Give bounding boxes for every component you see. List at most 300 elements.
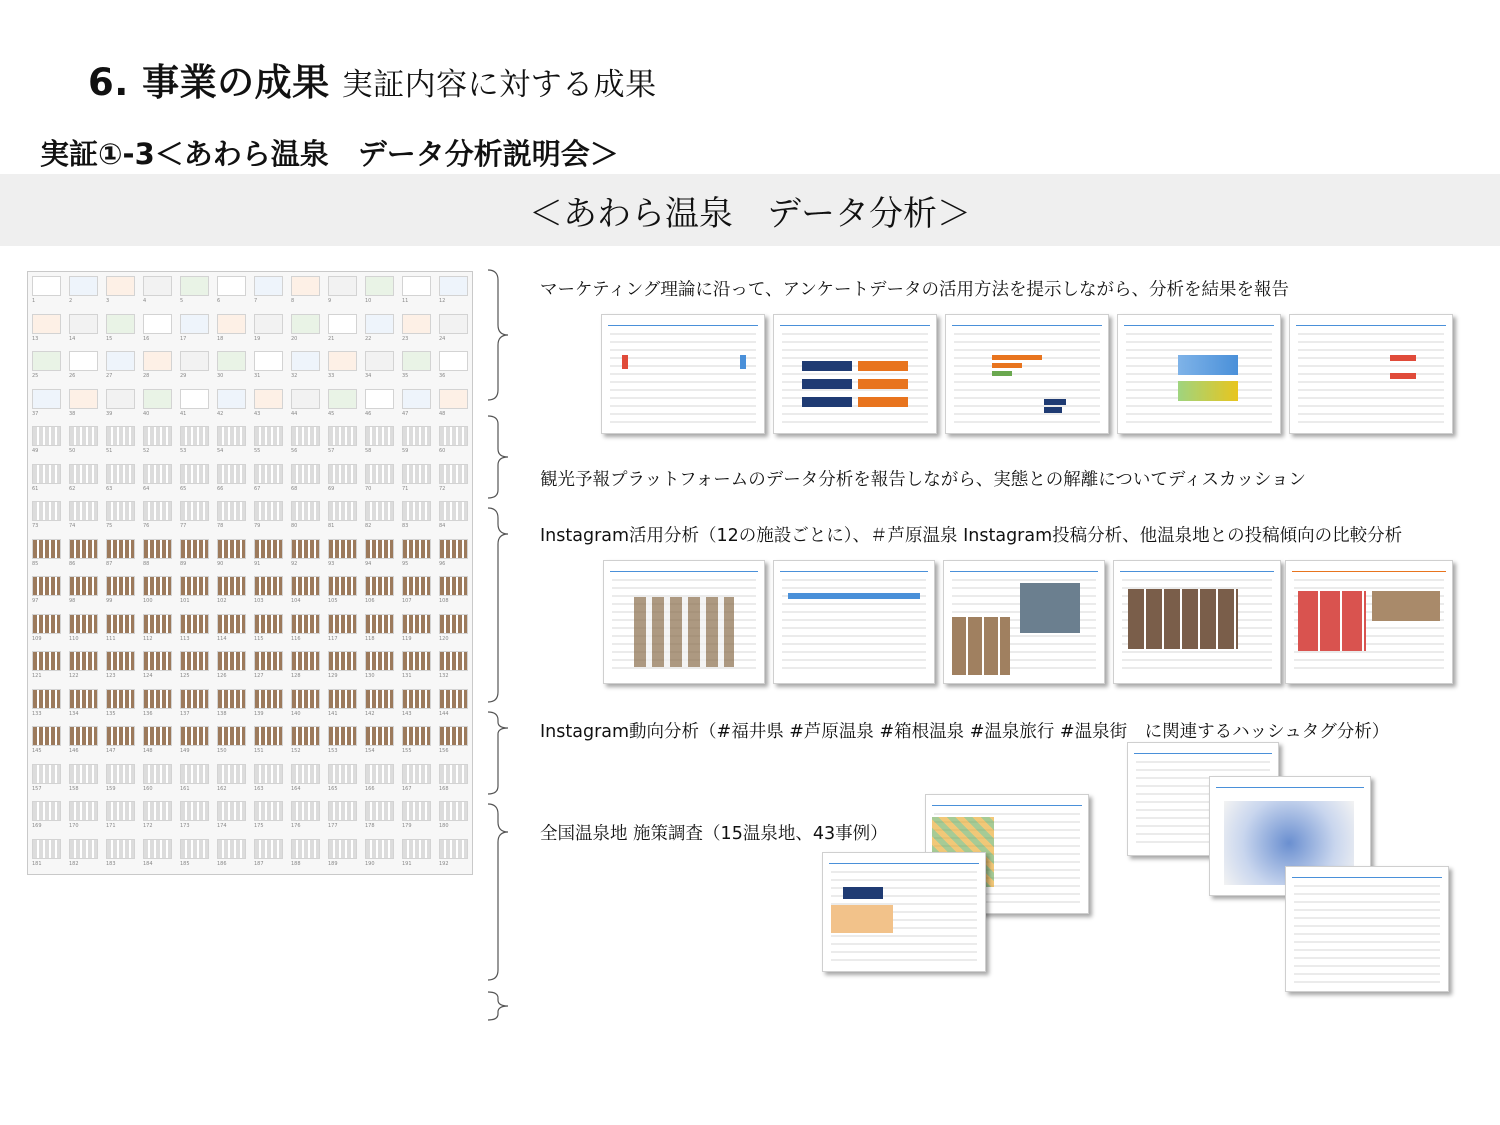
slide-thumbnail [402,539,431,559]
slide-thumbnail-number: 41 [180,410,187,417]
slide-thumbnail-number: 75 [106,523,113,529]
slide-thumbnail [180,464,209,484]
slide-thumbnail [365,689,394,709]
slide-thumbnail-number: 121 [32,673,42,679]
slide-thumbnail-number: 81 [328,523,335,529]
slide-thumbnail [69,276,98,296]
slide-thumbnail-number: 24 [439,335,446,342]
slide-thumbnail-number: 100 [143,598,153,604]
slide-thumbnail-number: 18 [217,335,224,342]
slide-thumbnail-number: 22 [365,335,372,342]
slide-thumbnail-number: 62 [69,485,76,492]
slide-thumbnail-number: 57 [328,448,335,454]
slide-thumbnail [254,801,283,821]
brace-5 [486,802,510,982]
slide-thumbnail-number: 19 [254,335,261,342]
slide-thumbnail-number: 102 [217,598,227,604]
slide-thumbnail-number: 130 [365,673,375,679]
slide-thumbnail [328,501,357,521]
caption-marketing: マーケティング理論に沿って、アンケートデータの活用方法を提示しながら、分析を結果を報告 [540,280,1289,300]
slide-thumbnail [143,501,172,521]
slide-thumbnail [180,614,209,634]
slide-thumbnail [180,314,209,334]
slide-thumbnail [365,576,394,596]
slide-thumbnail-number: 39 [106,410,113,417]
slide-thumbnail [180,651,209,671]
slide-thumbnail [291,764,320,784]
slide-thumbnail [217,276,246,296]
slide-thumbnail [291,651,320,671]
slide-preview-survey-1 [601,314,765,434]
slide-thumbnail [254,276,283,296]
slide-thumbnail [106,839,135,859]
slide-thumbnail [180,501,209,521]
slide-thumbnail [180,839,209,859]
slide-thumbnail-number: 152 [291,748,301,754]
slide-thumbnail [69,426,98,446]
slide-thumbnail-number: 127 [254,673,264,679]
slide-thumbnail [106,464,135,484]
slide-thumbnail [291,614,320,634]
slide-thumbnail-number: 143 [402,710,412,717]
slide-thumbnail [328,689,357,709]
slide-thumbnail [365,426,394,446]
slide-thumbnail [32,689,61,709]
slide-thumbnail [365,351,394,371]
slide-thumbnail-number: 71 [402,485,409,492]
slide-thumbnail [69,726,98,746]
slide-thumbnail-number: 180 [439,823,449,829]
slide-thumbnail-number: 1 [32,298,36,304]
slide-thumbnail-number: 155 [402,748,412,754]
brace-2 [486,414,510,500]
slide-thumbnail-number: 49 [32,448,39,454]
slide-thumbnail [254,576,283,596]
slide-thumbnail [32,801,61,821]
slide-thumbnail-number: 115 [254,635,264,642]
slide-thumbnail [439,726,468,746]
slide-thumbnail [328,614,357,634]
slide-thumbnail-number: 97 [32,598,39,604]
slide-preview-hashtag-3 [1285,866,1449,992]
slide-thumbnail [217,314,246,334]
slide-thumbnail-number: 10 [365,298,372,304]
slide-thumbnail-number: 60 [439,448,446,454]
slide-thumbnail-number: 42 [217,410,224,417]
slide-thumbnail [365,651,394,671]
slide-thumbnail-number: 181 [32,860,42,867]
slide-thumbnail [180,764,209,784]
slide-thumbnail [291,726,320,746]
slide-thumbnail-number: 122 [69,673,79,679]
slide-thumbnail [106,689,135,709]
slide-thumbnail-number: 29 [180,373,187,379]
slide-thumbnail-number: 140 [291,710,301,717]
slide-thumbnail-number: 69 [328,485,335,492]
slide-thumbnail [180,689,209,709]
slide-thumbnail-number: 85 [32,560,39,567]
slide-thumbnail-number: 83 [402,523,409,529]
slide-thumbnail [217,614,246,634]
slide-thumbnail-number: 142 [365,710,375,717]
section-subtitle: 実証①-3＜あわら温泉 データ分析説明会＞ [40,137,619,171]
slide-thumbnail-number: 120 [439,635,449,642]
slide-thumbnail-number: 184 [143,860,153,867]
slide-thumbnail-number: 170 [69,823,79,829]
slide-thumbnail [69,389,98,409]
brace-6 [486,990,510,1022]
slide-thumbnail-number: 46 [365,410,372,417]
slide-thumbnail-number: 175 [254,823,264,829]
slide-thumbnail-number: 173 [180,823,190,829]
slide-thumbnail-number: 183 [106,860,116,867]
brace-4 [486,710,510,796]
slide-thumbnail [32,539,61,559]
slide-thumbnail [69,314,98,334]
slide-thumbnail [439,651,468,671]
page-title [88,52,657,106]
slide-thumbnail [106,314,135,334]
slide-thumbnail-number: 157 [32,785,42,792]
slide-preview-survey-4 [1117,314,1281,434]
slide-thumbnail-number: 90 [217,560,224,567]
slide-thumbnail-number: 63 [106,485,113,492]
slide-preview-instagram-1 [603,560,765,684]
slide-thumbnail [254,651,283,671]
slide-thumbnail-number: 31 [254,373,261,379]
slide-thumbnail-number: 11 [402,298,409,304]
slide-thumbnail [106,276,135,296]
slide-thumbnail-number: 145 [32,748,42,754]
slide-thumbnail-number: 53 [180,448,187,454]
slide-thumbnail [32,614,61,634]
slide-thumbnail-number: 148 [143,748,153,754]
slide-thumbnail [439,539,468,559]
slide-thumbnail [402,576,431,596]
slide-thumbnail-number: 37 [32,410,39,417]
slide-thumbnail-number: 9 [328,298,332,304]
slide-thumbnail-number: 111 [106,635,116,642]
slide-thumbnail [32,501,61,521]
slide-thumbnail-number: 8 [291,298,295,304]
slide-thumbnail [69,651,98,671]
slide-thumbnail-number: 44 [291,410,298,417]
slide-thumbnail [402,464,431,484]
slide-thumbnail [254,389,283,409]
slide-thumbnail [402,501,431,521]
slide-thumbnail-number: 132 [439,673,449,679]
slide-thumbnail [217,539,246,559]
slide-thumbnail-number: 105 [328,598,338,604]
slide-thumbnail-number: 3 [106,298,110,304]
slide-thumbnail-number: 40 [143,410,150,417]
slide-thumbnail-number: 129 [328,673,338,679]
slide-thumbnail [439,426,468,446]
slide-thumbnail [328,351,357,371]
slide-thumbnail-number: 23 [402,335,409,342]
slide-thumbnail-number: 59 [402,448,409,454]
slide-thumbnail-number: 55 [254,448,261,454]
slide-thumbnail-number: 73 [32,523,39,529]
slide-thumbnail-number: 101 [180,598,190,604]
slide-thumbnail [402,314,431,334]
slide-thumbnail-number: 186 [217,860,227,867]
slide-thumbnail-number: 80 [291,523,298,529]
slide-thumbnail [402,276,431,296]
slide-thumbnail [143,651,172,671]
slide-thumbnail-number: 58 [365,448,372,454]
slide-thumbnail [291,801,320,821]
slide-thumbnail [180,801,209,821]
title-sub: 実証内容に対する成果 [341,67,657,103]
slide-thumbnail [217,726,246,746]
slide-thumbnail [69,614,98,634]
slide-preview-instagram-5 [1285,560,1453,684]
slide-thumbnail [328,839,357,859]
slide-thumbnail [291,314,320,334]
slide-thumbnail [402,651,431,671]
slide-thumbnail [439,801,468,821]
slide-thumbnail-number: 192 [439,860,449,867]
slide-thumbnail [180,351,209,371]
slide-thumbnail [439,501,468,521]
slide-thumbnail [69,351,98,371]
slide-thumbnail [143,351,172,371]
slide-thumbnail-number: 28 [143,373,150,379]
slide-thumbnail [254,314,283,334]
slide-thumbnail-number: 182 [69,860,79,867]
slide-thumbnail [254,689,283,709]
slide-thumbnail-number: 15 [106,335,113,342]
slide-thumbnail-number: 21 [328,335,335,342]
slide-thumbnail-number: 78 [217,523,224,529]
slide-thumbnail-number: 74 [69,523,76,529]
slide-thumbnail-number: 6 [217,298,221,304]
slide-thumbnail-number: 158 [69,785,79,792]
slide-thumbnail [439,351,468,371]
slide-thumbnail [402,389,431,409]
slide-thumbnail-number: 82 [365,523,372,529]
slide-thumbnail [365,464,394,484]
slide-thumbnail [69,764,98,784]
slide-thumbnail-number: 65 [180,485,187,492]
slide-thumbnail [143,614,172,634]
slide-thumbnail-number: 156 [439,748,449,754]
brace-3 [486,506,510,704]
slide-thumbnail [32,389,61,409]
slide-thumbnail-number: 112 [143,635,153,642]
slide-thumbnail [328,764,357,784]
slide-thumbnail-number: 188 [291,860,301,867]
slide-thumbnail-number: 96 [439,560,446,567]
slide-thumbnail [106,764,135,784]
slide-thumbnail-number: 116 [291,635,301,642]
slide-thumbnail-number: 169 [32,823,42,829]
slide-thumbnail-number: 35 [402,373,409,379]
slide-thumbnail-number: 124 [143,673,153,679]
caption-tourism-platform: 観光予報プラットフォームのデータ分析を報告しながら、実態との解離についてディスカッション [540,470,1306,490]
slide-thumbnail [439,576,468,596]
slide-thumbnail-number: 117 [328,635,338,642]
slide-thumbnail-number: 137 [180,710,190,717]
slide-thumbnail [32,651,61,671]
slide-thumbnail [106,651,135,671]
slide-thumbnail [291,689,320,709]
slide-thumbnail-number: 147 [106,748,116,754]
slide-thumbnail-number: 13 [32,335,39,342]
slide-thumbnail [32,576,61,596]
slide-thumbnail [365,839,394,859]
slide-thumbnail [402,839,431,859]
slide-thumbnail [254,426,283,446]
slide-thumbnail-number: 108 [439,598,449,604]
slide-preview-instagram-2 [773,560,935,684]
slide-thumbnail-number: 5 [180,298,184,304]
caption-instagram-trends: Instagram動向分析（#福井県 #芦原温泉 #箱根温泉 #温泉旅行 #温泉街 に関連するハッシュタグ分析） [540,722,1390,742]
slide-thumbnail [439,276,468,296]
slide-thumbnail-number: 43 [254,410,261,417]
slide-thumbnail [106,426,135,446]
slide-thumbnail-number: 126 [217,673,227,679]
slide-thumbnail-number: 150 [217,748,227,754]
slide-thumbnail-number: 38 [69,410,76,417]
slide-thumbnail [439,614,468,634]
slide-thumbnail [328,651,357,671]
slide-thumbnail [32,276,61,296]
slide-thumbnail [217,764,246,784]
slide-thumbnail-number: 94 [365,560,372,567]
slide-thumbnail-number: 149 [180,748,190,754]
slide-thumbnail [106,576,135,596]
slide-thumbnail-number: 87 [106,560,113,567]
slide-thumbnail-number: 91 [254,560,261,567]
slide-thumbnail-number: 14 [69,335,76,342]
slide-thumbnail [143,389,172,409]
slide-thumbnail-number: 52 [143,448,150,454]
slide-thumbnail [439,314,468,334]
slide-thumbnail-number: 189 [328,860,338,867]
slide-thumbnail-number: 33 [328,373,335,379]
slide-thumbnail-number: 2 [69,298,73,304]
slide-thumbnail-number: 17 [180,335,187,342]
slide-thumbnail-number: 144 [439,710,449,717]
slide-thumbnail-number: 165 [328,785,338,792]
slide-thumbnail-number: 160 [143,785,153,792]
slide-thumbnail [254,614,283,634]
slide-thumbnail [217,501,246,521]
slide-thumbnail-number: 164 [291,785,301,792]
slide-thumbnail-number: 36 [439,373,446,379]
slide-thumbnail [291,539,320,559]
slide-thumbnail-number: 32 [291,373,298,379]
slide-thumbnail-number: 190 [365,860,375,867]
slide-thumbnail-number: 161 [180,785,190,792]
slide-thumbnail [291,576,320,596]
slide-thumbnail-number: 64 [143,485,150,492]
title-main: 6. 事業の成果 [88,61,330,104]
slide-thumbnail [254,539,283,559]
slide-thumbnail [365,539,394,559]
slide-thumbnail [32,351,61,371]
slide-thumbnail [328,389,357,409]
caption-national-survey: 全国温泉地 施策調査（15温泉地、43事例） [540,824,888,844]
slide-thumbnail [217,426,246,446]
slide-thumbnail [328,464,357,484]
slide-thumbnail-number: 177 [328,823,338,829]
slide-thumbnail [143,539,172,559]
slide-thumbnail [32,314,61,334]
slide-thumbnail-number: 88 [143,560,150,567]
slide-thumbnail [365,614,394,634]
slide-thumbnail [217,389,246,409]
slide-thumbnail-number: 172 [143,823,153,829]
slide-thumbnail [106,726,135,746]
slide-thumbnail-number: 56 [291,448,298,454]
slide-thumbnail-number: 135 [106,710,116,717]
slide-thumbnail [143,426,172,446]
slide-thumbnail [402,351,431,371]
slide-thumbnail [365,801,394,821]
slide-thumbnail [402,801,431,821]
slide-thumbnail-number: 131 [402,673,412,679]
slide-thumbnail-number: 113 [180,635,190,642]
slide-thumbnail-number: 118 [365,635,375,642]
slide-thumbnail [217,801,246,821]
slide-thumbnail [402,689,431,709]
slide-preview-survey-3 [945,314,1109,434]
slide-thumbnail-number: 7 [254,298,258,304]
slide-thumbnail-number: 12 [439,298,446,304]
slide-thumbnail-number: 86 [69,560,76,567]
slide-thumbnail-number: 138 [217,710,227,717]
slide-thumbnail-grid [27,271,473,875]
slide-thumbnail-number: 93 [328,560,335,567]
slide-thumbnail [365,314,394,334]
slide-thumbnail [143,689,172,709]
slide-thumbnail-number: 79 [254,523,261,529]
slide-thumbnail-number: 178 [365,823,375,829]
slide-thumbnail [254,726,283,746]
slide-thumbnail-number: 104 [291,598,301,604]
slide-thumbnail [32,764,61,784]
slide-thumbnail [69,801,98,821]
slide-thumbnail [291,426,320,446]
slide-thumbnail-number: 95 [402,560,409,567]
slide-preview-instagram-4 [1113,560,1281,684]
slide-thumbnail [217,351,246,371]
slide-thumbnail-number: 146 [69,748,79,754]
slide-thumbnail-number: 45 [328,410,335,417]
slide-thumbnail [439,389,468,409]
slide-thumbnail-number: 185 [180,860,190,867]
slide-thumbnail [291,276,320,296]
slide-thumbnail [217,651,246,671]
slide-thumbnail [328,539,357,559]
slide-thumbnail-number: 50 [69,448,76,454]
slide-thumbnail [32,464,61,484]
slide-preview-survey-2 [773,314,937,434]
slide-thumbnail-number: 84 [439,523,446,529]
slide-thumbnail [32,726,61,746]
slide-thumbnail-number: 110 [69,635,79,642]
slide-thumbnail [439,464,468,484]
slide-thumbnail [439,764,468,784]
slide-thumbnail [143,801,172,821]
slide-thumbnail [143,839,172,859]
slide-thumbnail-number: 123 [106,673,116,679]
slide-thumbnail [143,314,172,334]
slide-thumbnail-number: 167 [402,785,412,792]
